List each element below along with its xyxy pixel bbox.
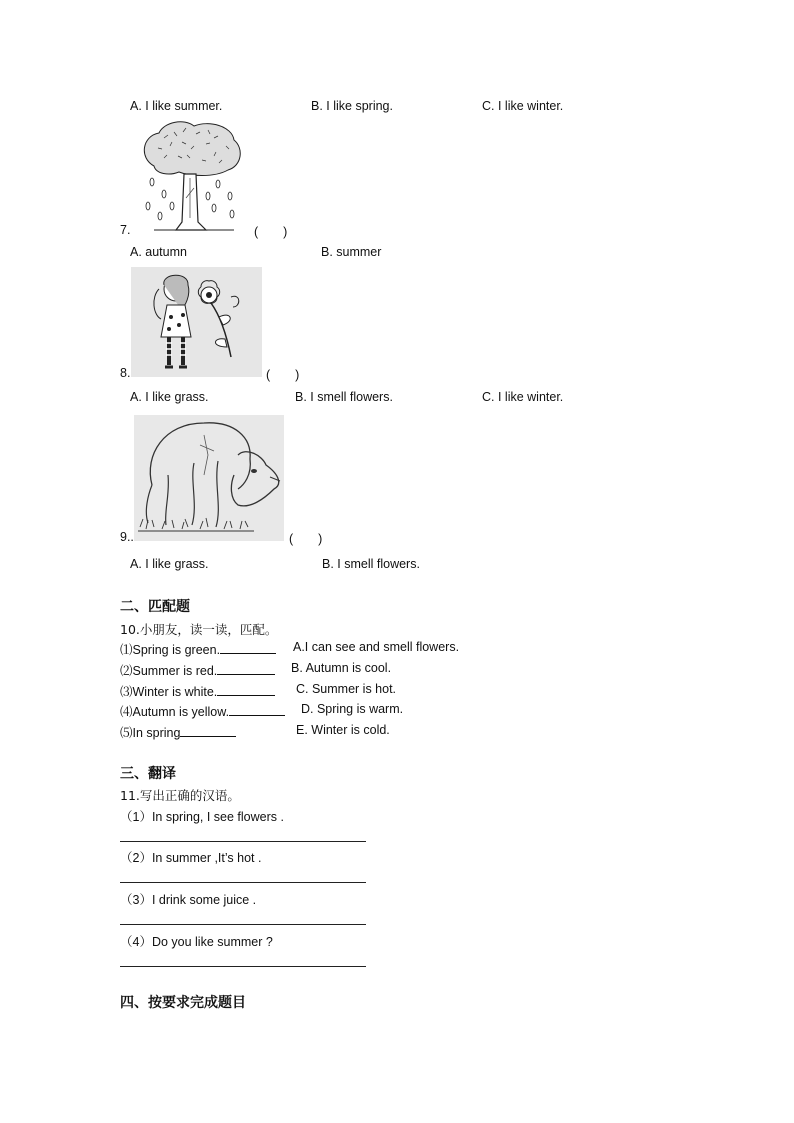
match-blank-5[interactable]: [180, 724, 236, 737]
q8-option-c: C. I like winter.: [482, 390, 564, 404]
autumn-tree-image: [134, 118, 246, 234]
q8-option-a: A. I like grass.: [130, 390, 209, 404]
girl-smelling-flower-image: [131, 267, 262, 377]
match-blank-1[interactable]: [220, 641, 276, 654]
q7-option-a: A. autumn: [130, 245, 187, 259]
section3-title: 三、翻译: [120, 766, 176, 782]
match-right-c: C. Summer is hot.: [296, 682, 397, 696]
section2-instruction: 10.小朋友，读一读，匹配。: [120, 622, 278, 637]
q7-answer-paren[interactable]: ( ): [254, 225, 288, 239]
q6-option-c: C. I like winter.: [482, 99, 564, 113]
section2-title: 二、匹配题: [120, 599, 190, 615]
match-right-b: B. Autumn is cool.: [291, 661, 392, 675]
answer-line-4[interactable]: [120, 966, 366, 967]
match-right-e: E. Winter is cold.: [296, 723, 390, 737]
match-right-d: D. Spring is warm.: [301, 702, 404, 716]
translate-item-1: （1）In spring, I see flowers .: [120, 810, 284, 824]
q9-number: 9..: [120, 530, 134, 544]
q9-answer-paren[interactable]: ( ): [289, 532, 323, 546]
match-left-5: ⑸In spring: [120, 723, 236, 741]
match-blank-3[interactable]: [217, 683, 275, 696]
q8-option-b: B. I smell flowers.: [295, 390, 393, 404]
translate-item-3: （3）I drink some juice .: [120, 893, 257, 907]
answer-line-3[interactable]: [120, 924, 366, 925]
section4-title: 四、按要求完成题目: [120, 995, 246, 1011]
section3-instruction: 11.写出正确的汉语。: [120, 788, 240, 803]
match-blank-2[interactable]: [217, 662, 275, 675]
sheep-eating-grass-image: [134, 415, 284, 541]
match-left-1: ⑴Spring is green.: [120, 640, 276, 658]
match-left-4: ⑷Autumn is yellow.: [120, 702, 285, 720]
q9-option-b: B. I smell flowers.: [322, 557, 420, 571]
q7-number: 7.: [120, 223, 131, 237]
answer-line-1[interactable]: [120, 841, 366, 842]
q8-answer-paren[interactable]: ( ): [266, 368, 300, 382]
q6-option-b: B. I like spring.: [311, 99, 393, 113]
q9-option-a: A. I like grass.: [130, 557, 209, 571]
match-left-3: ⑶Winter is white.: [120, 682, 275, 700]
translate-item-2: （2）In summer ,It’s hot .: [120, 851, 262, 865]
match-blank-4[interactable]: [229, 703, 285, 716]
translate-item-4: （4）Do you like summer ?: [120, 935, 273, 949]
q7-option-b: B. summer: [321, 245, 382, 259]
q8-number: 8.: [120, 366, 131, 380]
answer-line-2[interactable]: [120, 882, 366, 883]
match-right-a: A.I can see and smell flowers.: [293, 640, 460, 654]
q6-option-a: A. I like summer.: [130, 99, 223, 113]
match-left-2: ⑵Summer is red.: [120, 661, 275, 679]
